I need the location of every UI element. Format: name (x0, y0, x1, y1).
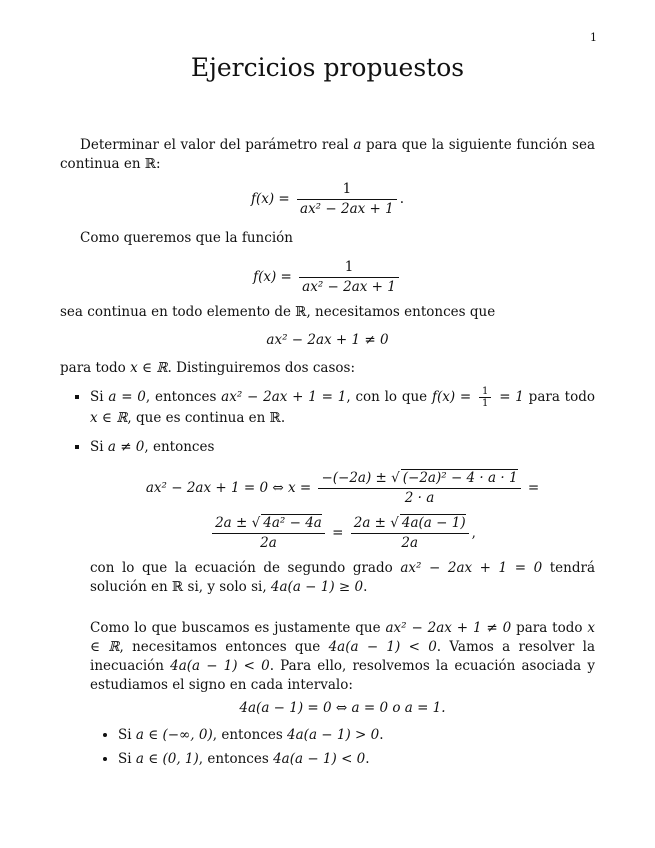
interval-zero-one: • Si a ∈ (0, 1), entonces 4a(a − 1) < 0. (118, 750, 595, 769)
page-title: Ejercicios propuestos (190, 53, 465, 82)
equation-function-restated: f(x) = $\frac{1}{\text{ax² − 2ax + 1}}$ (60, 258, 595, 297)
document-body (60, 136, 595, 774)
equation-quadratic-formula: ax² − 2ax + 1 = 0 ⇔ x = $\frac{\text{−(−2a) ± √ (−2a)² − 4 · a · 1}}{2 \cdot a}$ = (145, 470, 540, 506)
case-a-nonzero: ▪ Si a ≠ 0, entonces ax² − 2ax + 1 = 0 ⇔ x = $\frac{\text{−(−2a) ± √ (−2a)² − 4 · a · 1}}{2 \cdot a}$ = $\frac{\text{2a ± √ 4a² − 4a}}{2a}$ = $\frac{2a \pm √ 4a(a - 1)}{2a}$ , con lo que la ecuación de segundo grado ax² − 2ax + 1 = 0 tendrá solución en ℝ si, y solo si, 4a(a − 1) ≥ 0. (90, 438, 595, 597)
equation-denominator-nonzero: ax² − 2ax + 1 ≠ 0 (266, 332, 389, 348)
case-a-zero: ▪ Si a = 0, entonces ax² − 2ax + 1 = 1, con lo que f(x) = $\frac{1}{1}$ = 1 para todo x ∈ ℝ, que es continua en ℝ. (90, 386, 595, 428)
paragraph-solution-condition: con lo que la ecuación de segundo grado ax² − 2ax + 1 = 0 tendrá solución en ℝ si, y solo si, 4a(a − 1) ≥ 0. (90, 560, 596, 595)
paragraph-inequality: Como lo que buscamos es justamente que ax² − 2ax + 1 ≠ 0 para todo x ∈ ℝ, necesitamos entonces que 4a(a − 1) < 0. Vamos a resolver la inecuación 4a(a − 1) < 0. Para ello, resolvemos la ecuación asociada y estudiamos el signo en cada intervalo: (90, 620, 596, 693)
paragraph-como-queremos: Como queremos que la función (80, 230, 293, 246)
equation-simplified-roots: $\frac{\text{2a ± √ 4a² − 4a}}{2a}$ = $\frac{2a \pm √ 4a(a - 1)}{2a}$ , (90, 514, 595, 553)
cases-list (60, 386, 595, 597)
equation-associated-roots: 4a(a − 1) = 0 ⇔ a = 0 o a = 1. (239, 700, 446, 716)
sign-intervals-list (60, 726, 595, 769)
interval-negative: • Si a ∈ (−∞, 0), entonces 4a(a − 1) > 0. (118, 726, 595, 745)
equation-function-definition: f(x) = $\frac{1}{\text{ax² − 2ax + 1}}$ . (250, 181, 405, 217)
intro-paragraph: Determinar el valor del parámetro real a para que la siguiente función sea continua en ℝ: (60, 137, 595, 172)
page-number: 1 (590, 31, 597, 44)
paragraph-continuity-condition: sea continua en todo elemento de ℝ, necesitamos entonces que (60, 304, 496, 320)
paragraph-two-cases: para todo x ∈ ℝ. Distinguiremos dos casos: (60, 360, 355, 376)
